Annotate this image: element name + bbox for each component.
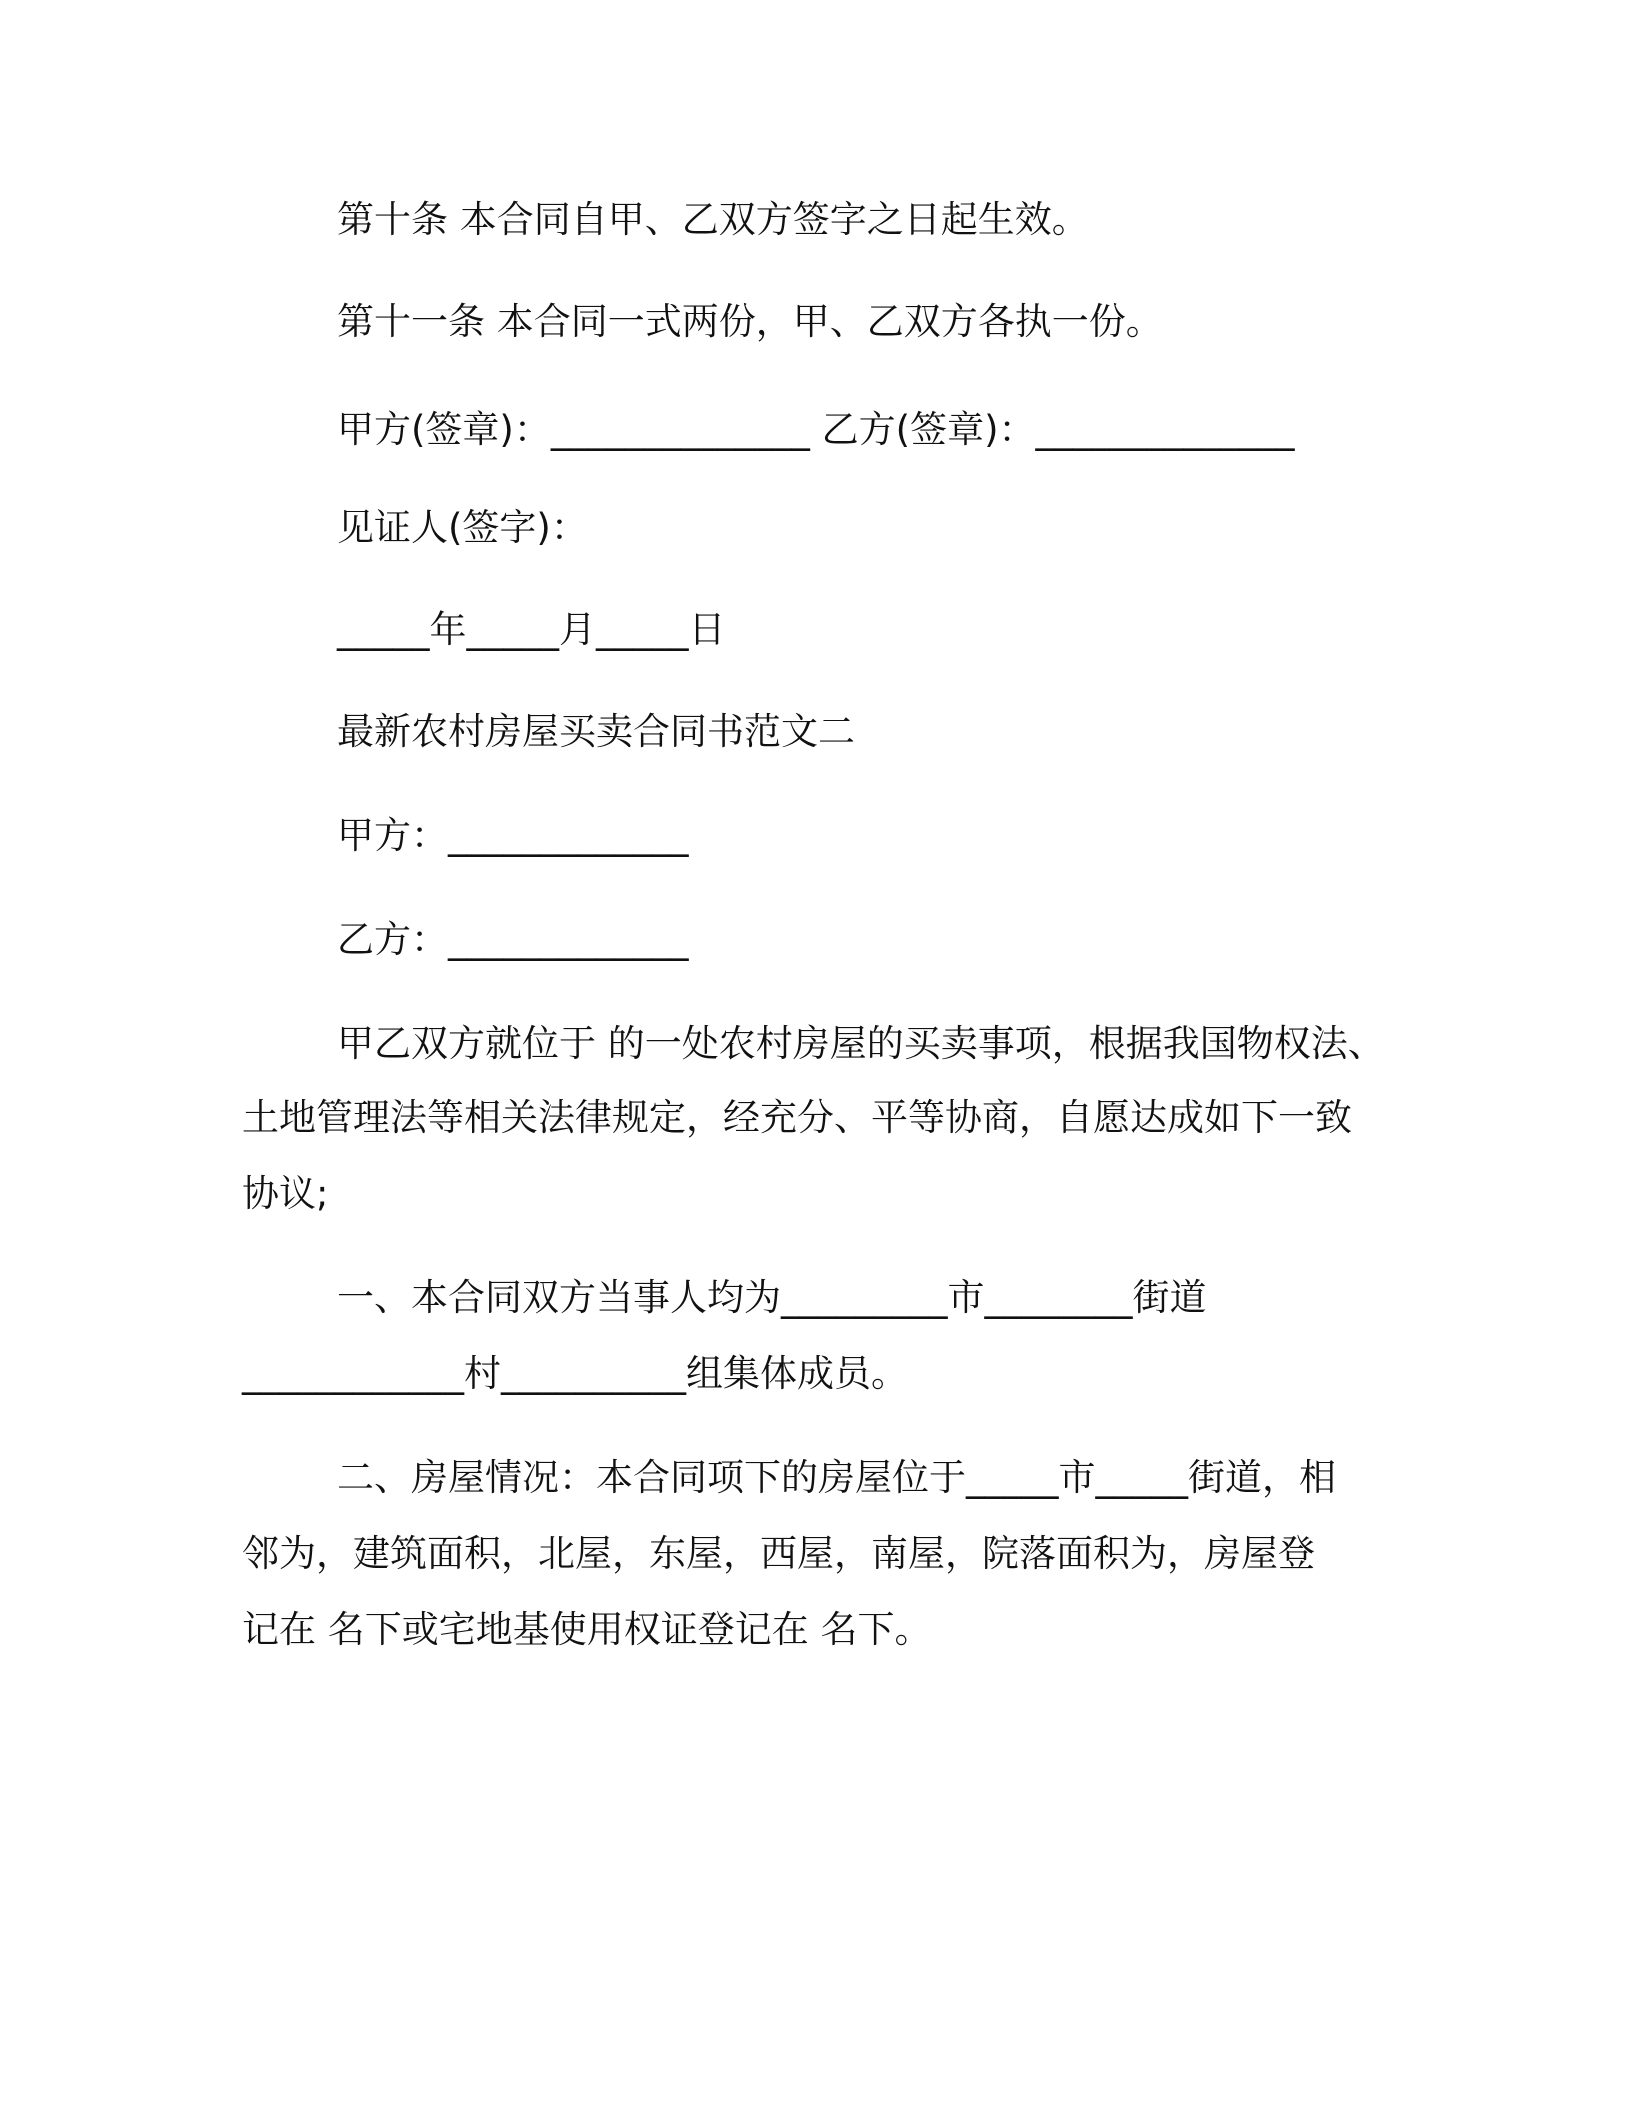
article-2-line-1: 二、房屋情况：本合同项下的房屋位于_____市_____街道，相: [337, 1456, 1336, 1499]
party-b-line: 乙方：_____________: [337, 918, 689, 961]
section-title: 最新农村房屋买卖合同书范文二: [337, 710, 855, 753]
article-1-line-2: ____________村__________组集体成员。: [242, 1352, 908, 1395]
date-line: _____年_____月_____日: [337, 608, 726, 651]
article-2-line-2: 邻为，建筑面积，北屋，东屋，西屋，南屋，院落面积为，房屋登: [242, 1532, 1315, 1575]
preamble-line-3: 协议;: [242, 1172, 329, 1215]
witness-signature-line: 见证人(签字)：: [337, 506, 588, 549]
party-a-line: 甲方：_____________: [337, 814, 689, 857]
signature-line-parties: 甲方(签章)：______________ 乙方(签章)：______________: [337, 408, 1295, 451]
clause-11: 第十一条 本合同一式两份，甲、乙双方各执一份。: [337, 300, 1163, 343]
article-2-line-3: 记在 名下或宅地基使用权证登记在 名下。: [242, 1608, 932, 1651]
preamble-line-2: 土地管理法等相关法律规定，经充分、平等协商，自愿达成如下一致: [242, 1096, 1352, 1139]
article-1-line-1: 一、本合同双方当事人均为_________市________街道: [337, 1276, 1207, 1319]
clause-10: 第十条 本合同自甲、乙双方签字之日起生效。: [337, 198, 1089, 241]
preamble-line-1: 甲乙双方就位于 的一处农村房屋的买卖事项，根据我国物权法、: [337, 1022, 1385, 1065]
